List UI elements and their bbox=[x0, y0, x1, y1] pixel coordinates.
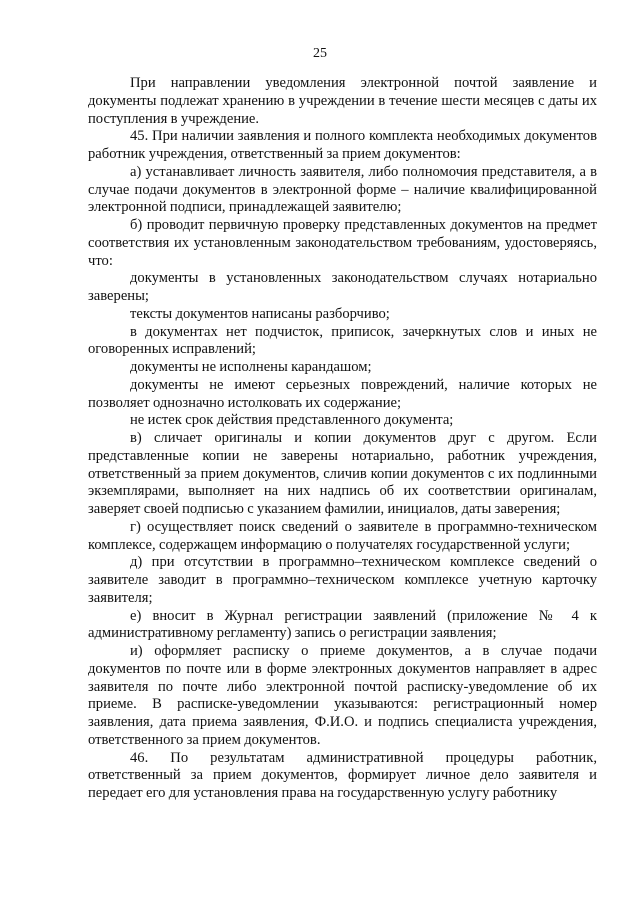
paragraph: б) проводит первичную проверку представленных документов на предмет соответствия их установленным законодательством требованиям, удостоверяясь, что: bbox=[88, 217, 597, 269]
paragraph: е) вносит в Журнал регистрации заявлений (приложение № 4 к административному регламенту) запись о регистрации заявления; bbox=[88, 607, 597, 642]
paragraph: 45. При наличии заявления и полного комплекта необходимых документов работник учреждения, ответственный за прием документов: bbox=[88, 128, 597, 162]
paragraph: документы не имеют серьезных повреждений, наличие которых не позволяет однозначно истолковать их содержание; bbox=[88, 376, 597, 411]
paragraph: г) осуществляет поиск сведений о заявителе в программно-техническом комплексе, содержащем информацию о получателях государственной услуги; bbox=[88, 518, 597, 553]
paragraph: При направлении уведомления электронной почтой заявление и документы подлежат хранению в учреждении в течение шести месяцев с даты их поступления в учреждение. bbox=[88, 75, 597, 127]
paragraph: д) при отсутствии в программно–техническом комплексе сведений о заявителе заводит в программно–техническом комплексе учетную карточку заявителя; bbox=[88, 554, 597, 606]
paragraph: не истек срок действия представленного документа; bbox=[130, 412, 454, 429]
page-number: 25 bbox=[313, 46, 327, 61]
paragraph: в документах нет подчисток, приписок, зачеркнутых слов и иных не оговоренных исправлений; bbox=[88, 323, 597, 358]
paragraph: документы не исполнены карандашом; bbox=[130, 359, 372, 375]
paragraph: а) устанавливает личность заявителя, либо полномочия представителя, а в случае подачи документов в электронной форме – наличие квалифицированной электронной подписи, принадлежащей заявителю; bbox=[88, 163, 597, 216]
paragraph: в) сличает оригиналы и копии документов друг с другом. Если представленные копии не заверены нотариально, работник учреждения, ответственный за прием документов, сличив копии документов с их подлинными экземплярами, выполняет на них надпись об их соответствии оригиналам, заверяет своей подписью с указанием фамилии, инициалов, даты заверения; bbox=[88, 430, 597, 517]
paragraph: документы в установленных законодательством случаях нотариально заверены; bbox=[88, 270, 597, 304]
paragraph: 46. По результатам административной процедуры работник, ответственный за прием документов, формирует личное дело заявителя и передает его для установления права на государственную услугу работнику bbox=[88, 749, 597, 801]
document-body bbox=[88, 75, 597, 803]
paragraph: тексты документов написаны разборчиво; bbox=[130, 305, 390, 322]
paragraph: и) оформляет расписку о приеме документов, а в случае подачи документов по почте или в форме электронных документов направляет в адрес заявителя по почте либо электронной почтой расписку-уведомление об их приеме. В расписке-уведомлении указываются: регистрационный номер заявления, дата приема заявления, Ф.И.О. и подпись специалиста учреждения, ответственного за прием документов. bbox=[88, 643, 597, 748]
